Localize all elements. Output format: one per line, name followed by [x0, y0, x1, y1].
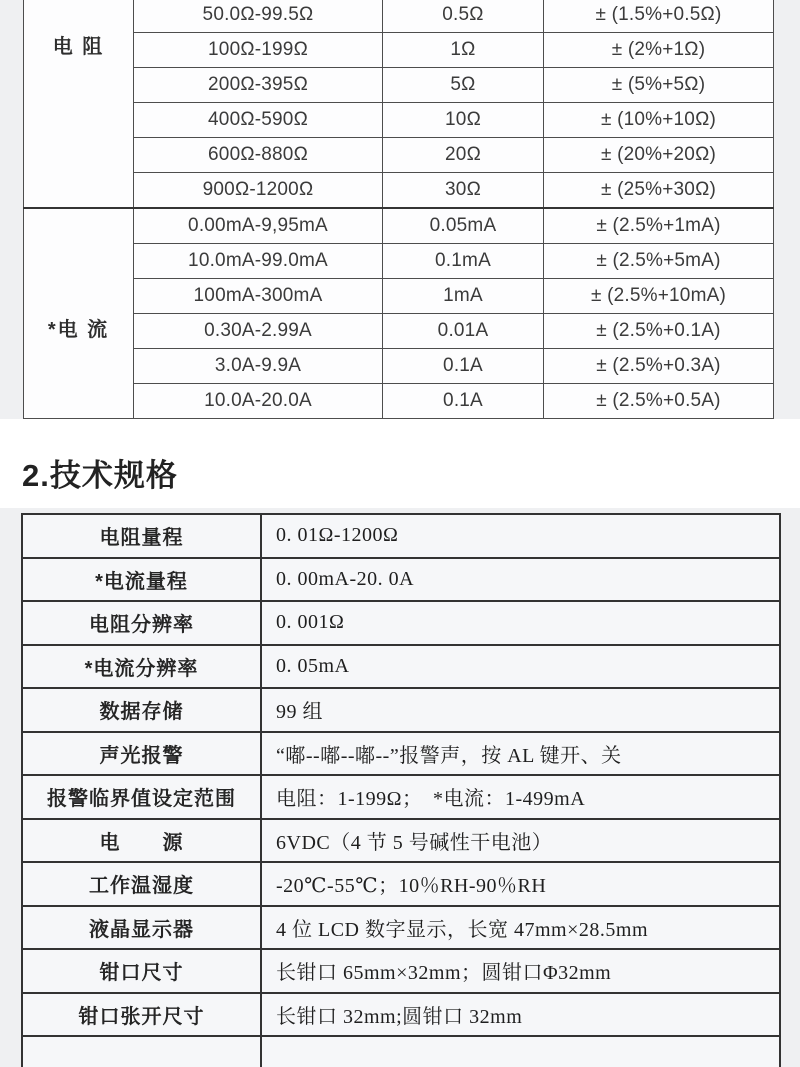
- spec-row: [22, 514, 780, 558]
- resolution-cell: 0.1mA: [383, 244, 544, 279]
- spec-value: 长钳口 65mm×32mm；圆钳口Φ32mm: [261, 949, 780, 993]
- spec-row: [22, 775, 780, 819]
- spec-row: [22, 906, 780, 950]
- table-row: [24, 384, 774, 419]
- table-row: [24, 103, 774, 138]
- range-cell: 200Ω-395Ω: [134, 68, 383, 103]
- spec-row: [22, 1036, 780, 1067]
- resolution-cell: 10Ω: [383, 103, 544, 138]
- resolution-cell: 0.5Ω: [383, 0, 544, 33]
- spec-row: [22, 862, 780, 906]
- accuracy-cell: ± (2.5%+0.1A): [544, 314, 774, 349]
- accuracy-cell: ± (1.5%+0.5Ω): [544, 0, 774, 33]
- resolution-cell: 5Ω: [383, 68, 544, 103]
- range-cell: 400Ω-590Ω: [134, 103, 383, 138]
- spec-label: 声光报警: [22, 732, 261, 776]
- spec-value: 长钳口 32mm;圆钳口 32mm: [261, 993, 780, 1037]
- spec-value: -20℃-55℃；10％RH-90％RH: [261, 862, 780, 906]
- range-cell: 10.0A-20.0A: [134, 384, 383, 419]
- spec-value: 0. 05mA: [261, 645, 780, 689]
- range-cell: 3.0A-9.9A: [134, 349, 383, 384]
- table-row: [24, 244, 774, 279]
- spec-label: 钳口尺寸: [22, 949, 261, 993]
- resolution-cell: 0.1A: [383, 349, 544, 384]
- accuracy-cell: ± (25%+30Ω): [544, 173, 774, 209]
- group-label-resistance: 电 阻: [24, 0, 134, 208]
- spec-label: 钳口张开尺寸: [22, 993, 261, 1037]
- spec-row: [22, 819, 780, 863]
- spec-row: [22, 558, 780, 602]
- resolution-cell: 0.01A: [383, 314, 544, 349]
- resolution-cell: 0.05mA: [383, 208, 544, 244]
- spec-value: 0. 01Ω-1200Ω: [261, 514, 780, 558]
- spec-label: 报警临界值设定范围: [22, 775, 261, 819]
- accuracy-cell: ± (2.5%+5mA): [544, 244, 774, 279]
- range-cell: 900Ω-1200Ω: [134, 173, 383, 209]
- accuracy-cell: ± (2.5%+10mA): [544, 279, 774, 314]
- range-accuracy-table: [23, 0, 774, 419]
- spec-label: *电流分辨率: [22, 645, 261, 689]
- table-row: [24, 33, 774, 68]
- range-cell: 10.0mA-99.0mA: [134, 244, 383, 279]
- spec-label: 工作温湿度: [22, 862, 261, 906]
- spec-label: 电 源: [22, 819, 261, 863]
- accuracy-cell: ± (2.5%+0.5A): [544, 384, 774, 419]
- range-cell: 0.30A-2.99A: [134, 314, 383, 349]
- range-cell: 100mA-300mA: [134, 279, 383, 314]
- accuracy-cell: ± (20%+20Ω): [544, 138, 774, 173]
- spec-row: [22, 645, 780, 689]
- spec-label: 电阻分辨率: [22, 601, 261, 645]
- accuracy-cell: ± (10%+10Ω): [544, 103, 774, 138]
- resolution-cell: 1Ω: [383, 33, 544, 68]
- spec-value: “嘟--嘟--嘟--”报警声，按 AL 键开、关: [261, 732, 780, 776]
- technical-spec-table: [21, 513, 781, 1067]
- resolution-cell: 20Ω: [383, 138, 544, 173]
- range-cell: 0.00mA-9,95mA: [134, 208, 383, 244]
- spec-value: 4 位 LCD 数字显示，长宽 47mm×28.5mm: [261, 906, 780, 950]
- table-row: [24, 138, 774, 173]
- range-cell: 50.0Ω-99.5Ω: [134, 0, 383, 33]
- table-row: [24, 173, 774, 209]
- resolution-cell: 0.1A: [383, 384, 544, 419]
- spec-value: [261, 1036, 780, 1067]
- spec-value: 0. 00mA-20. 0A: [261, 558, 780, 602]
- spec-row: [22, 732, 780, 776]
- resolution-cell: 30Ω: [383, 173, 544, 209]
- spec-value: 0. 001Ω: [261, 601, 780, 645]
- spec-row: [22, 949, 780, 993]
- table-row: [24, 0, 774, 33]
- spec-label: 液晶显示器: [22, 906, 261, 950]
- spec-label: 数据存储: [22, 688, 261, 732]
- table-row: [24, 314, 774, 349]
- spec-value: 99 组: [261, 688, 780, 732]
- range-cell: 600Ω-880Ω: [134, 138, 383, 173]
- group-label-current: *电 流: [24, 208, 134, 419]
- range-cell: 100Ω-199Ω: [134, 33, 383, 68]
- table-row: [24, 349, 774, 384]
- page-title: 2.技术规格: [22, 458, 178, 493]
- resolution-cell: 1mA: [383, 279, 544, 314]
- table-row: [24, 68, 774, 103]
- table-row: [24, 279, 774, 314]
- spec-row: [22, 601, 780, 645]
- accuracy-cell: ± (2.5%+1mA): [544, 208, 774, 244]
- accuracy-cell: ± (2%+1Ω): [544, 33, 774, 68]
- table-row: [24, 208, 774, 244]
- spec-value: 电阻：1-199Ω； *电流：1-499mA: [261, 775, 780, 819]
- spec-label: *电流量程: [22, 558, 261, 602]
- spec-row: [22, 993, 780, 1037]
- spec-row: [22, 688, 780, 732]
- accuracy-cell: ± (5%+5Ω): [544, 68, 774, 103]
- spec-label: 电阻量程: [22, 514, 261, 558]
- accuracy-cell: ± (2.5%+0.3A): [544, 349, 774, 384]
- spec-value: 6VDC（4 节 5 号碱性干电池）: [261, 819, 780, 863]
- spec-label: [22, 1036, 261, 1067]
